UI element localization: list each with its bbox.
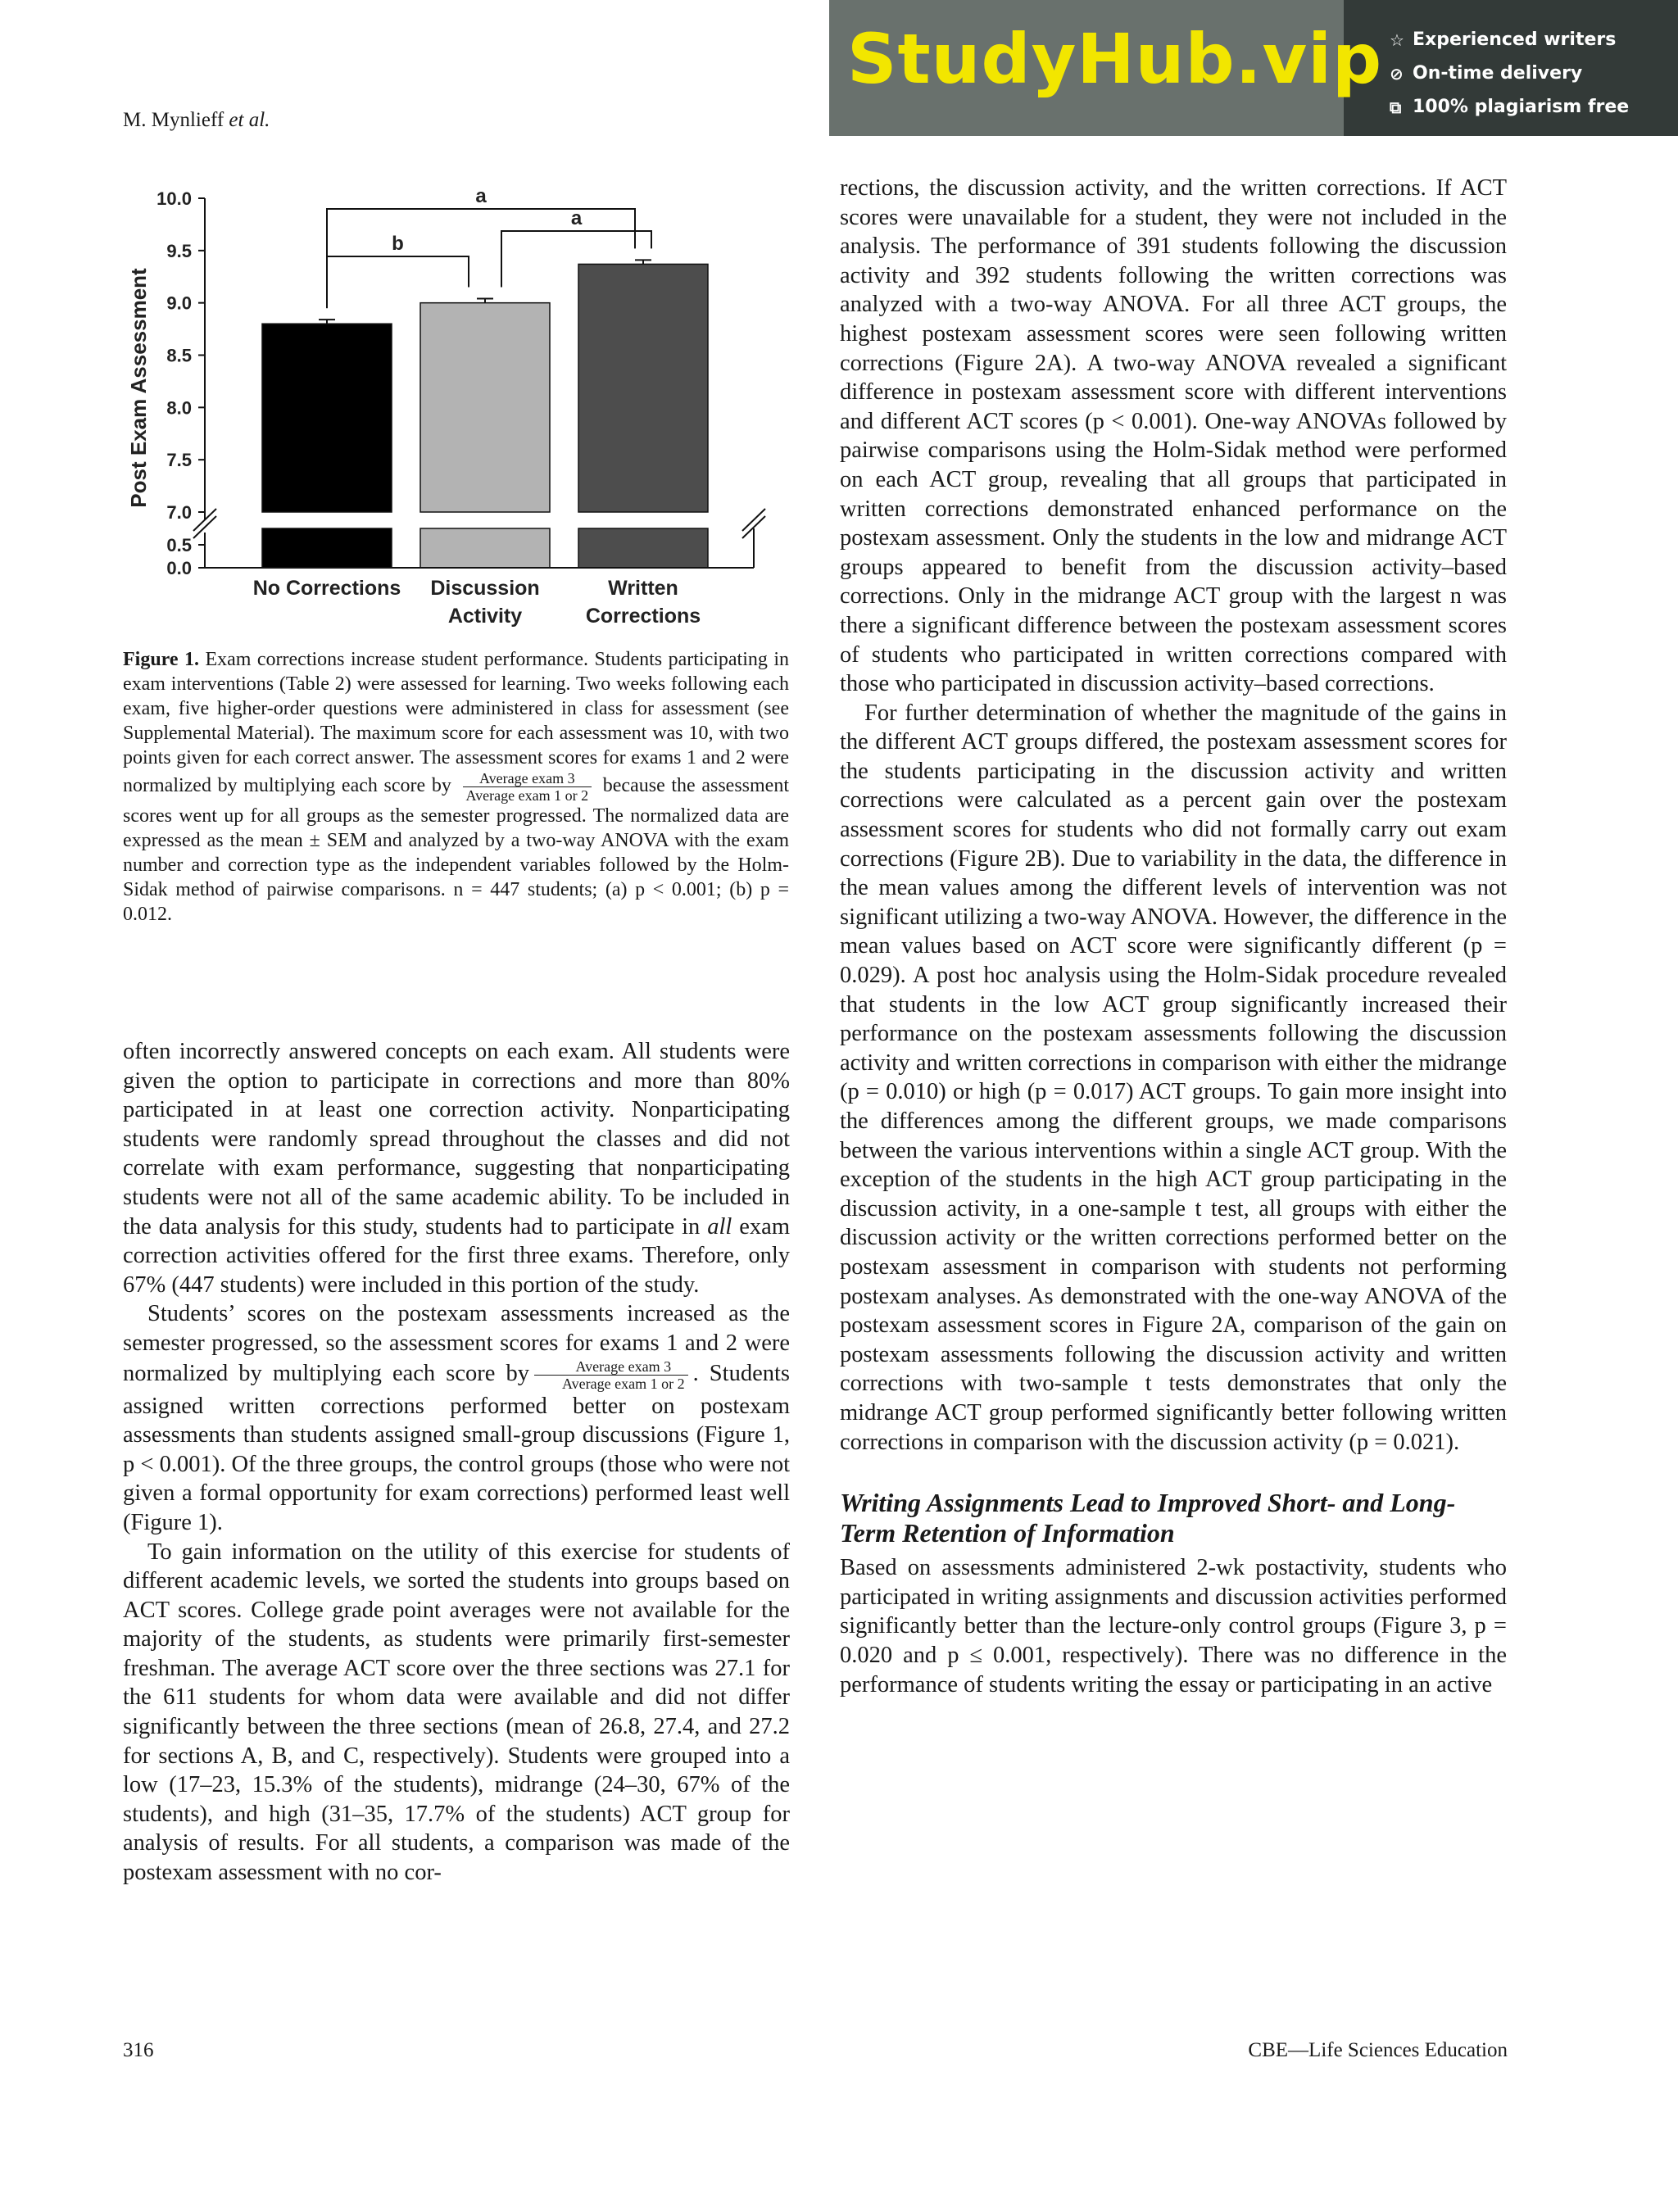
banner-features xyxy=(1344,0,1678,136)
left-column xyxy=(123,1037,790,1888)
star-icon: ☆ xyxy=(1390,29,1404,50)
running-head xyxy=(123,109,270,132)
bar xyxy=(420,303,550,512)
x-tick-label: Corrections xyxy=(585,605,701,628)
paragraph-text: often incorrectly answered concepts on each exam. All students were given the option to participate in corrections and more than 80% participated in at least one correction activity. Nonparticipating students were randomly spread throughout the classes and did not correlate with exam performance, suggesting that nonparticipating students were not all of the same academic ability. To be included in the data analysis for this study, students had to participate in xyxy=(123,1039,790,1240)
significance-label: a xyxy=(570,207,583,229)
y-tick-label: 8.0 xyxy=(166,397,192,419)
page-number: 316 xyxy=(123,2039,154,2061)
bar xyxy=(262,324,392,512)
significance-label: b xyxy=(392,233,404,255)
fraction-denominator: Average exam 1 or 2 xyxy=(561,1375,685,1392)
right-column xyxy=(840,174,1507,1699)
figure-caption xyxy=(123,647,789,927)
y-tick-label: 7.5 xyxy=(166,450,192,471)
bar-chart xyxy=(123,168,787,647)
banner-feature-label: On-time delivery xyxy=(1413,63,1583,84)
journal-name: CBE—Life Sciences Education xyxy=(1248,2039,1508,2061)
fraction-numerator: Average exam 3 xyxy=(463,770,592,787)
banner-logo-panel xyxy=(829,0,1383,136)
copy-icon: ⧉ xyxy=(1390,97,1402,117)
banner-feature-plagiarism xyxy=(1390,90,1678,124)
caption-text-2: because the assessment scores went up for all groups as the semester progressed. The normalized data are expressed as the mean ± SEM and analyzed by a two-way ANOVA with the exam number and correction type as the independent variables followed by the Holm-Sidak method of pairwise comparisons. n = 447 students; (a) p < 0.001; (b) p = 0.012. xyxy=(123,775,789,925)
paragraph xyxy=(123,1037,790,1299)
clock-icon: ⊘ xyxy=(1390,63,1404,84)
fraction-numerator: Average exam 3 xyxy=(534,1358,688,1376)
banner-feature-writers xyxy=(1390,23,1678,57)
promo-banner[interactable] xyxy=(829,0,1678,136)
author-etal: et al. xyxy=(229,109,270,131)
y-tick-label: 10.0 xyxy=(156,188,192,209)
significance-bracket xyxy=(327,256,469,308)
y-tick-label: 0.0 xyxy=(166,558,192,578)
caption-label: Figure 1. xyxy=(123,649,199,670)
bar-base xyxy=(420,528,550,568)
y-axis-label: Post Exam Assessment xyxy=(126,268,151,508)
y-tick-label: 0.5 xyxy=(166,535,192,555)
banner-feature-delivery xyxy=(1390,57,1678,90)
y-tick-label: 9.5 xyxy=(166,240,192,261)
banner-logo[interactable]: StudyHub.vip xyxy=(847,19,1383,99)
x-tick-label: Written xyxy=(608,577,678,600)
inline-fraction xyxy=(534,1358,688,1392)
bar-base xyxy=(578,528,708,568)
x-tick-label: Discussion xyxy=(430,577,540,600)
bar-base xyxy=(262,528,392,568)
x-tick-label: No Corrections xyxy=(252,577,401,600)
bar xyxy=(578,264,708,512)
section-heading: Writing Assignments Lead to Improved Short- and Long-Term Retention of Information xyxy=(840,1488,1456,1548)
paragraph-text: Students’ scores on the postexam assessments increased as the semester progressed, so the assessment scores for exams 1 and 2 were normalized by multiplying each score by xyxy=(123,1301,790,1386)
paragraph-text: exam correction activities offered for the first three exams. Therefore, only 67% (447 students) were included in this portion of the study. xyxy=(123,1213,791,1298)
y-tick-label: 9.0 xyxy=(166,292,192,314)
author-name: M. Mynlieff xyxy=(123,109,224,131)
paragraph: Based on assessments administered 2-wk postactivity, students who participated in writing assignments and discussion activities performed significantly better than the lecture-only control groups (Figure 3, p = 0.020 and p ≤ 0.001, respectively). There was no difference in the performance of students writing the essay or participating in an active xyxy=(840,1555,1507,1698)
y-tick-label: 7.0 xyxy=(166,502,192,523)
paragraph: rections, the discussion activity, and the written corrections. If ACT scores were unavailable for a student, they were not included in the analysis. The performance of 391 students following the discussion activity and 392 students following the written corrections was analyzed with a two-way ANOVA. For all three ACT groups, the highest postexam assessment scores were seen following written corrections (Figure 2A). A two-way ANOVA revealed a significant difference in postexam assessment score with different interventions and different ACT scores (p < 0.001). One-way ANOVAs followed by pairwise comparisons using the Holm-Sidak method were performed on each ACT group, revealing that all groups that participated in written corrections demonstrated enhanced performance on the postexam assessment. Only the students in the low and midrange ACT groups appeared to benefit from the discussion activity–based corrections. Only in the midrange ACT group with the largest n was there a significant difference between the postexam assessment scores of students who participated in written corrections compared with those who participated in discussion activity–based corrections. xyxy=(840,175,1507,697)
x-tick-label: Activity xyxy=(447,605,523,628)
banner-feature-label: Experienced writers xyxy=(1413,29,1617,50)
caption-text-1: Exam corrections increase student performance. Students participating in exam interventions (Table 2) were assessed for learning. Two weeks following each exam, five higher-order questions were administered in class for assessment (see Supplemental Material). The maximum score for each assessment was 10, with two points given for each correct answer. The assessment scores for exams 1 and 2 were normalized by multiplying each score by xyxy=(123,649,790,797)
paragraph xyxy=(123,1299,790,1537)
paragraph-text: . Students assigned written corrections performed better on postexam assessments than students assigned small-group discussions (Figure 1, p < 0.001). Of the three groups, the control groups (those who were not given a formal opportunity for exam corrections) performed least well (Figure 1). xyxy=(123,1360,790,1535)
paragraph: For further determination of whether the magnitude of the gains in the different ACT groups differed, the postexam assessment scores for the students participating in the discussion activity and written corrections were calculated as a percent gain over the postexam assessment scores for students who did not formally carry out exam corrections (Figure 2B). Due to variability in the data, the difference in the mean values among the different levels of intervention was not significant utilizing a two-way ANOVA. However, the difference in the mean values based on ACT score were significantly different (p = 0.029). A post hoc analysis using the Holm-Sidak procedure revealed that students in the low ACT group significantly increased their performance on the postexam assessments following the discussion activity and written corrections in comparison with either the midrange (p = 0.010) or high (p = 0.017) ACT groups. To gain more insight into the differences among the different groups, we made comparisons between the various interventions within a single ACT group. With the exception of the students in the high ACT group participating in the discussion activity, in a one-sample t test, all groups with either the discussion activity or the written corrections performed better on the postexam assessment in comparison with students not performing postexam analyses. As demonstrated with the one-way ANOVA of the postexam assessment scores in Figure 2A, comparison of the gain on postexam assessments following the discussion activity and written corrections with two-sample t tests demonstrates that only the midrange ACT group performed significantly better following written corrections in comparison with the discussion activity (p = 0.021). xyxy=(840,700,1507,1455)
paragraph: To gain information on the utility of this exercise for students of different academic levels, we sorted the students into groups based on ACT scores. College grade point averages were not available for the majority of the students, as students were primarily first-semester freshman. The average ACT score over the three sections was 27.1 for the 611 students for whom data were available and did not differ significantly between the three sections (mean of 26.8, 27.4, and 27.2 for sections A, B, and C, respectively). Students were grouped into a low (17–23, 15.3% of the students), midrange (24–30, 67% of the students), and high (31–35, 17.7% of the students) ACT group for analysis of results. For all students, a comparison was made of the postexam assessment with no cor- xyxy=(123,1539,790,1886)
significance-label: a xyxy=(475,185,487,207)
figure-1 xyxy=(123,168,787,647)
banner-feature-label: 100% plagiarism free xyxy=(1413,97,1630,117)
caption-fraction xyxy=(463,770,592,804)
emphasis: all xyxy=(707,1213,732,1240)
fraction-denominator: Average exam 1 or 2 xyxy=(465,787,589,804)
y-tick-label: 8.5 xyxy=(166,345,192,366)
